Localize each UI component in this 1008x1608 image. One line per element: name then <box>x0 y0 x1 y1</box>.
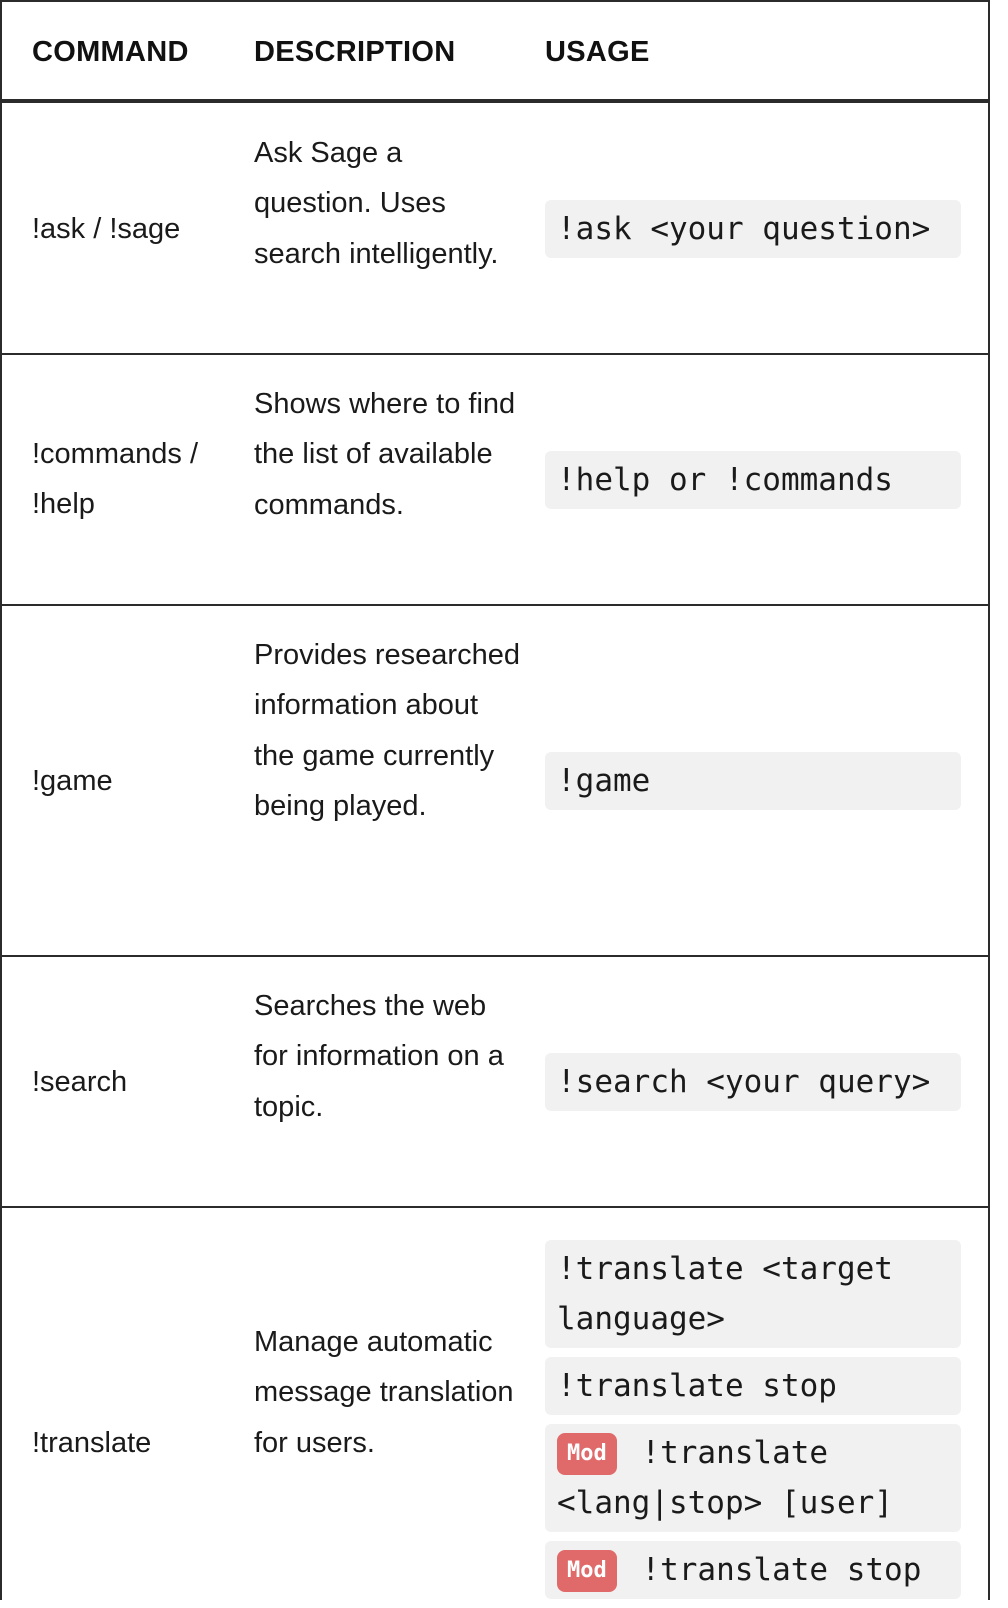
command-name: !search <box>32 1066 128 1098</box>
header-command: COMMAND <box>32 36 189 68</box>
usage-code: !game <box>545 752 961 810</box>
usage-code: !ask <your question> <box>545 200 961 258</box>
usage-code-mod <box>545 1424 961 1532</box>
table-row <box>2 355 988 606</box>
table-row <box>2 606 988 957</box>
command-description: Shows where to find the list of available commands. <box>254 388 516 521</box>
usage-code-text: !translate <lang|stop> [user] <box>557 1435 893 1521</box>
mod-badge: Mod <box>557 1550 617 1592</box>
usage-code: !translate stop <box>545 1357 961 1415</box>
table-row <box>2 103 988 355</box>
command-name: !translate <box>32 1427 152 1459</box>
command-description: Searches the web for information on a topic. <box>254 990 504 1123</box>
command-name: !commands / !help <box>32 438 198 520</box>
table-row <box>2 957 988 1208</box>
command-description: Ask Sage a question. Uses search intelligently. <box>254 137 499 270</box>
usage-code: !search <your query> <box>545 1053 961 1111</box>
mod-badge: Mod <box>557 1433 617 1475</box>
table-header <box>2 2 988 103</box>
usage-code-text: !translate stop <box>641 1552 922 1588</box>
command-name: !game <box>32 765 113 797</box>
usage-code: !help or !commands <box>545 451 961 509</box>
header-description: DESCRIPTION <box>254 36 456 68</box>
table-row <box>2 1208 988 1608</box>
command-name: !ask / !sage <box>32 213 181 245</box>
usage-code-mod <box>545 1541 961 1599</box>
command-description: Provides researched information about the game currently being played. <box>254 639 520 822</box>
header-usage: USAGE <box>545 36 650 68</box>
command-description: Manage automatic message translation for users. <box>254 1326 514 1459</box>
usage-code: !translate <target language> <box>545 1240 961 1348</box>
